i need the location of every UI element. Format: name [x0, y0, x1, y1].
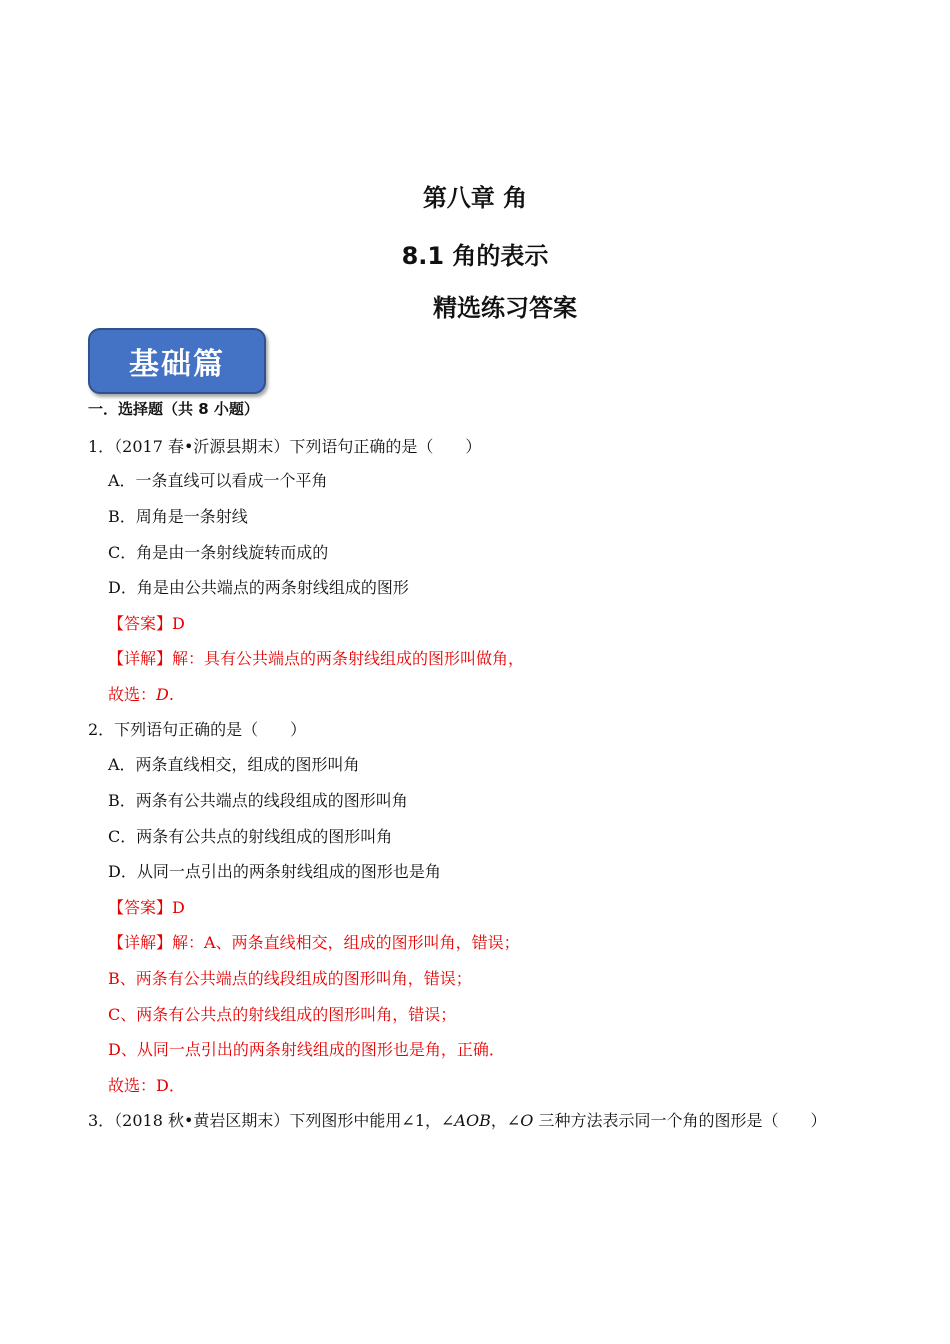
q2-detail [108, 932, 520, 954]
chapter-title: 第八章 角 [422, 184, 528, 212]
q2-option-c: C．两条有公共点的射线组成的图形叫角 [108, 827, 393, 846]
q3-o: O [520, 1111, 534, 1130]
q3-aob: AOB [454, 1111, 491, 1130]
q2-conclusion: 故选：D． [108, 1076, 185, 1095]
q3-stem [88, 1110, 827, 1132]
q2-detail-line-d: D、从同一点引出的两条射线组成的图形也是角，正确． [108, 1040, 505, 1059]
q1-detail [108, 648, 524, 670]
q1-detail-text: 解：具有公共端点的两条射线组成的图形叫做角， [172, 649, 525, 668]
subtitle: 精选练习答案 [433, 294, 577, 322]
q1-stem: 1．（2017 春•沂源县期末）下列语句正确的是（ ） [88, 437, 482, 456]
q1-option-a: A．一条直线可以看成一个平角 [108, 471, 328, 490]
q2-answer-value: D [172, 898, 185, 917]
q2-option-a: A．两条直线相交，组成的图形叫角 [108, 755, 360, 774]
q2-option-b: B．两条有公共端点的线段组成的图形叫角 [108, 791, 408, 810]
q3-suffix: 三种方法表示同一个角的图形是（ ） [533, 1111, 827, 1130]
q1-option-d: D．角是由公共端点的两条射线组成的图形 [108, 578, 409, 597]
q1-option-c: C．角是由一条射线旋转而成的 [108, 543, 329, 562]
q1-answer-label: 【答案】 [108, 614, 173, 633]
q1-answer-value: D [172, 614, 185, 633]
banner-label: 基础篇 [129, 347, 225, 382]
q1-option-b: B．周角是一条射线 [108, 507, 248, 526]
q2-detail-line-b: B、两条有公共端点的线段组成的图形叫角，错误； [108, 969, 472, 988]
q2-detail-text: 解：A、两条直线相交，组成的图形叫角，错误； [172, 933, 520, 952]
q2-answer [108, 897, 185, 919]
q1-conclusion-prefix: 故选： [108, 685, 157, 704]
basic-level-banner [88, 328, 266, 394]
q2-option-d: D．从同一点引出的两条射线组成的图形也是角 [108, 862, 441, 881]
q3-mid: ，∠ [490, 1111, 521, 1130]
q1-conclusion [108, 684, 174, 706]
q3-prefix: 3．（2018 秋•黄岩区期末）下列图形中能用∠1，∠ [88, 1111, 455, 1130]
q2-answer-label: 【答案】 [108, 898, 173, 917]
q1-answer [108, 613, 185, 635]
q2-detail-label: 【详解】 [108, 933, 173, 952]
q1-conclusion-suffix: . [168, 685, 174, 704]
q1-conclusion-value: D [156, 685, 169, 704]
q1-detail-label: 【详解】 [108, 649, 173, 668]
q2-stem: 2．下列语句正确的是（ ） [88, 720, 307, 739]
section-title: 8.1 角的表示 [401, 242, 549, 270]
part-heading: 一．选择题（共 8 小题） [88, 400, 259, 418]
q2-detail-line-c: C、两条有公共点的射线组成的图形叫角，错误； [108, 1005, 457, 1024]
